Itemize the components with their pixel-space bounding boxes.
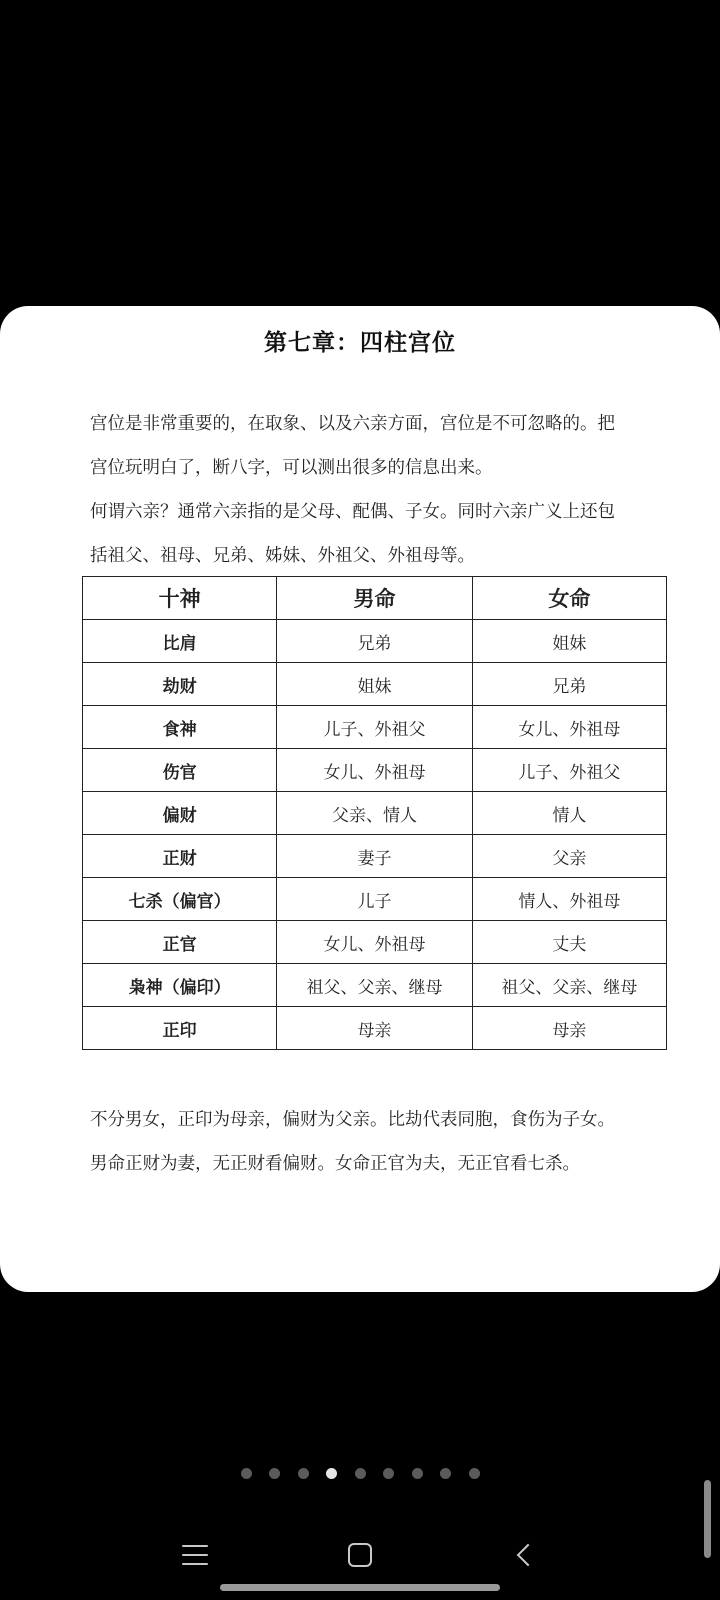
god-cell: 正印	[83, 1007, 277, 1050]
female-cell: 女儿、外祖母	[472, 706, 666, 749]
female-cell: 姐妹	[472, 620, 666, 663]
god-cell: 伤官	[83, 749, 277, 792]
god-cell: 枭神（偏印）	[83, 964, 277, 1007]
male-cell: 女儿、外祖母	[277, 749, 472, 792]
back-icon	[517, 1544, 540, 1567]
intro-line: 何谓六亲？通常六亲指的是父母、配偶、子女。同时六亲广义上还包	[90, 502, 615, 522]
home-icon	[348, 1543, 372, 1567]
intro-paragraph	[90, 402, 690, 578]
god-cell: 正财	[83, 835, 277, 878]
table-row	[83, 878, 667, 921]
table-row	[83, 1007, 667, 1050]
header-female: 女命	[472, 577, 666, 620]
recents-icon	[182, 1545, 208, 1565]
page-indicator[interactable]	[0, 1468, 720, 1479]
page-dot[interactable]	[469, 1468, 480, 1479]
table-row	[83, 835, 667, 878]
page-title: 第七章：四柱宫位	[264, 330, 456, 356]
male-cell: 兄弟	[277, 620, 472, 663]
female-cell: 丈夫	[472, 921, 666, 964]
table-row	[83, 921, 667, 964]
god-cell: 偏财	[83, 792, 277, 835]
ten-gods-table	[82, 576, 667, 1050]
female-cell: 母亲	[472, 1007, 666, 1050]
intro-line: 宫位是非常重要的，在取象、以及六亲方面，宫位是不可忽略的。把	[90, 414, 615, 434]
table-row	[83, 706, 667, 749]
page-dot-active[interactable]	[326, 1468, 337, 1479]
home-button[interactable]	[330, 1530, 390, 1580]
table-row	[83, 792, 667, 835]
page-dot[interactable]	[440, 1468, 451, 1479]
female-cell: 祖父、父亲、继母	[472, 964, 666, 1007]
god-cell: 七杀（偏官）	[83, 878, 277, 921]
male-cell: 女儿、外祖母	[277, 921, 472, 964]
female-cell: 父亲	[472, 835, 666, 878]
god-cell: 食神	[83, 706, 277, 749]
intro-line: 宫位玩明白了，断八字，可以测出很多的信息出来。	[90, 458, 493, 478]
back-button[interactable]	[495, 1530, 555, 1580]
female-cell: 情人	[472, 792, 666, 835]
summary-paragraph	[90, 1098, 690, 1186]
female-cell: 儿子、外祖父	[472, 749, 666, 792]
gesture-handle[interactable]	[220, 1584, 500, 1591]
page-dot[interactable]	[383, 1468, 394, 1479]
page-dot[interactable]	[241, 1468, 252, 1479]
male-cell: 祖父、父亲、继母	[277, 964, 472, 1007]
page-dot[interactable]	[298, 1468, 309, 1479]
summary-line: 不分男女，正印为母亲，偏财为父亲。比劫代表同胞，食伤为子女。	[90, 1110, 615, 1130]
header-male: 男命	[277, 577, 472, 620]
god-cell: 比肩	[83, 620, 277, 663]
intro-line: 括祖父、祖母、兄弟、姊妹、外祖父、外祖母等。	[90, 546, 475, 566]
male-cell: 母亲	[277, 1007, 472, 1050]
male-cell: 儿子、外祖父	[277, 706, 472, 749]
female-cell: 情人、外祖母	[472, 878, 666, 921]
system-navigation-bar	[0, 1530, 720, 1580]
header-ten-gods: 十神	[83, 577, 277, 620]
table-row	[83, 964, 667, 1007]
male-cell: 父亲、情人	[277, 792, 472, 835]
page-dot[interactable]	[269, 1468, 280, 1479]
page-dot[interactable]	[355, 1468, 366, 1479]
male-cell: 妻子	[277, 835, 472, 878]
table-row	[83, 749, 667, 792]
male-cell: 儿子	[277, 878, 472, 921]
table-row	[83, 620, 667, 663]
summary-line: 男命正财为妻，无正财看偏财。女命正官为夫，无正官看七杀。	[90, 1154, 580, 1174]
god-cell: 正官	[83, 921, 277, 964]
god-cell: 劫财	[83, 663, 277, 706]
table-row	[83, 663, 667, 706]
recents-button[interactable]	[165, 1530, 225, 1580]
female-cell: 兄弟	[472, 663, 666, 706]
male-cell: 姐妹	[277, 663, 472, 706]
page-dot[interactable]	[412, 1468, 423, 1479]
document-page[interactable]	[0, 306, 720, 1292]
table-header-row	[83, 577, 667, 620]
